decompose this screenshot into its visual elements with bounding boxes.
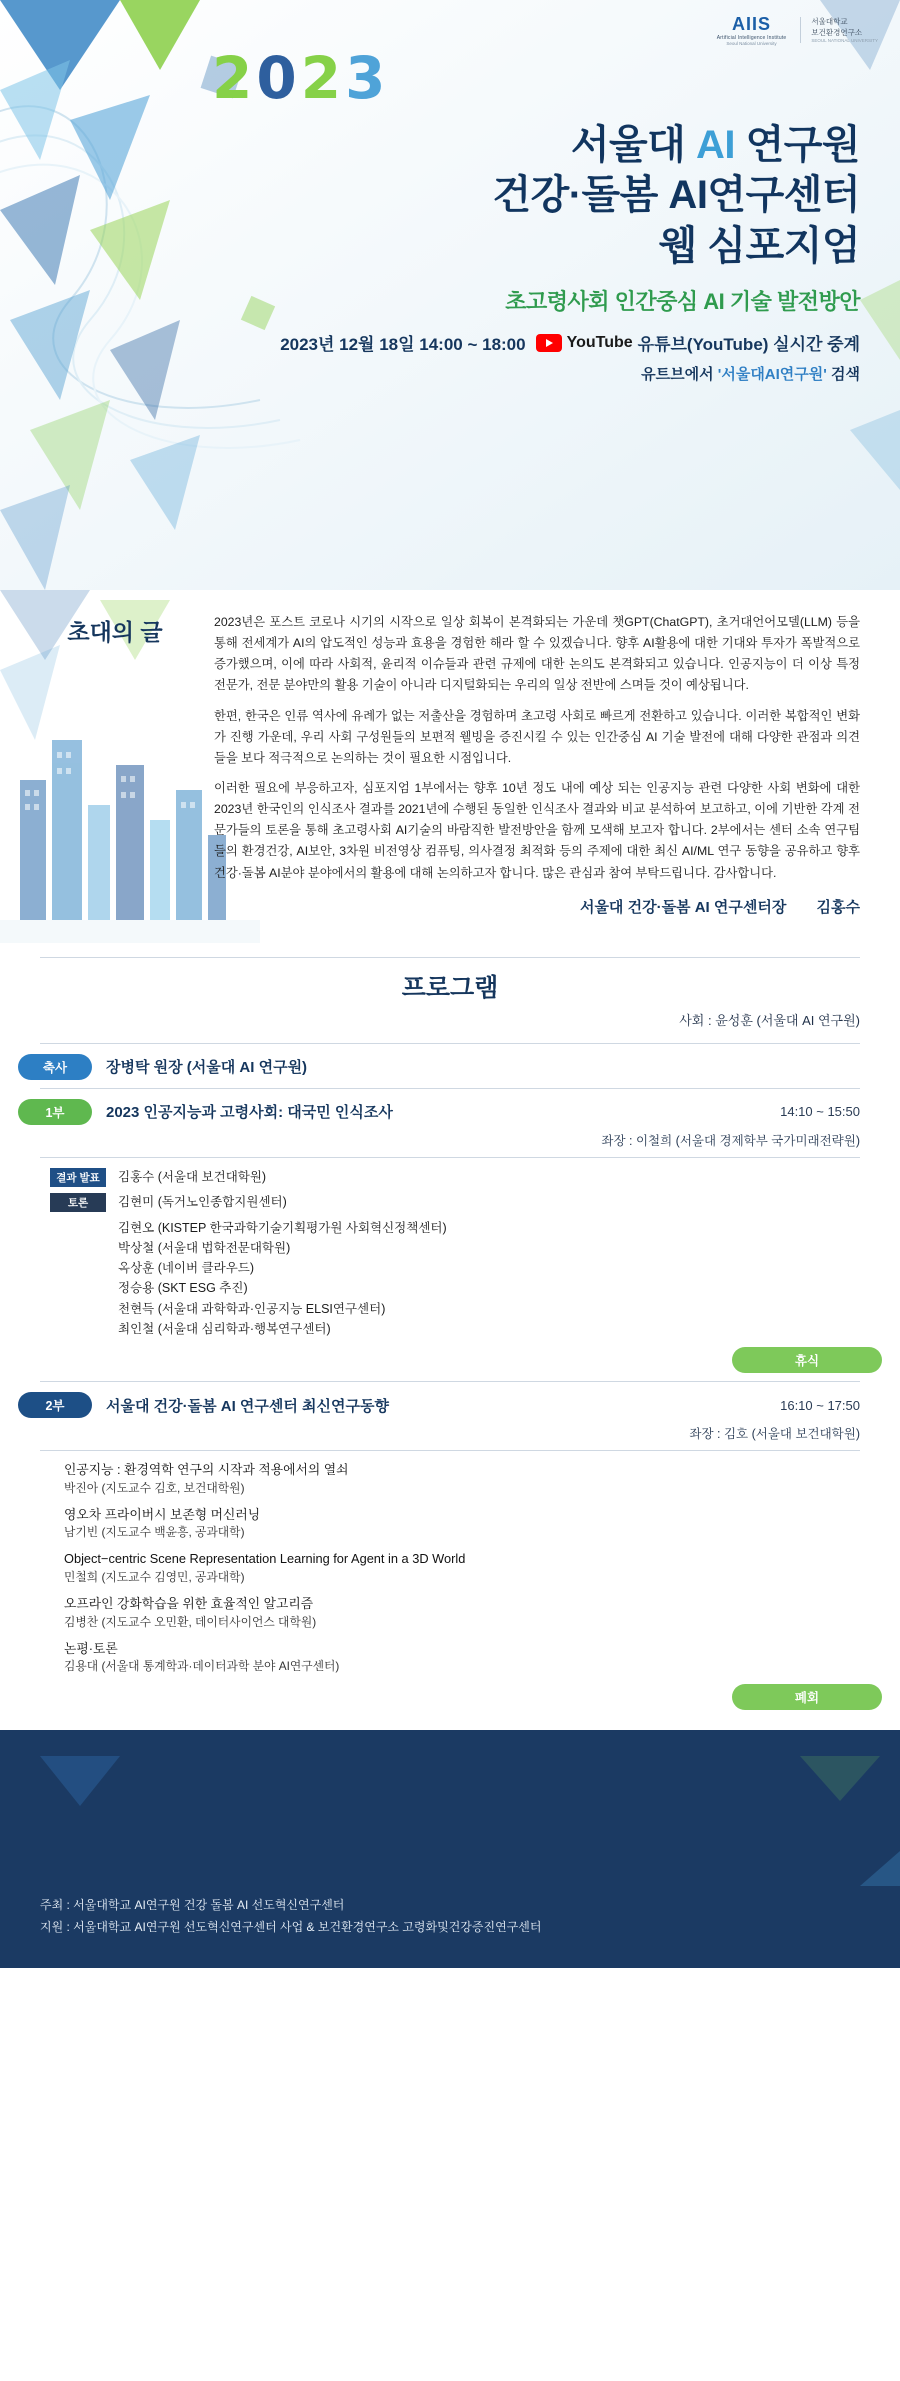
session1-talks — [40, 1168, 860, 1340]
page-title — [492, 120, 860, 271]
session2-time: 16:10 ~ 17:50 — [780, 1397, 860, 1413]
search-keyword: '서울대AI연구원' — [717, 366, 827, 383]
session2-item-1 — [64, 1461, 860, 1497]
session2-title: 서울대 건강·돌봄 AI 연구센터 최신연구동향 — [106, 1397, 389, 1415]
title-part-b: 연구원 — [734, 123, 860, 167]
session2-item-1-title: 인공지능 : 환경역학 연구의 시작과 적용에서의 열쇠 — [64, 1462, 349, 1478]
panelist-0: 김현미 (독거노인종합지원센터) — [118, 1194, 287, 1209]
session2-block — [40, 1392, 860, 1710]
session2-item-3 — [64, 1550, 860, 1586]
youtube-stream-text: 유튜브(YouTube) 실시간 중계 — [637, 335, 860, 354]
break-tab — [40, 1347, 860, 1373]
title-part-a: 서울대 — [570, 123, 696, 167]
panel-tag: 토론 — [50, 1193, 106, 1212]
page-subtitle: 초고령사회 인간중심 AI 기술 발전방안 — [505, 289, 860, 315]
invitation-paragraph-3: 이러한 필요에 부응하고자, 심포지엄 1부에서는 향후 10년 정도 내에 예상 되는 인공지능 관련 다양한 사회 변화에 대한 2023년 한국인의 인식조사 결과를 2021년에 수행된 동일한 인식조사 결과와 비교 분석하여 보고하고, 이에 기반한 각계 전문가들의 토론을 통해 초고령사회 AI기술의 바람직한 발전방안을 함께 모색해 보고자 합니다. 2부에서는 센터 소속 연구팀들의 환경건강, AI보안, 3차원 비전영상 컴퓨팅, 의사결정 최적화 등의 주제에 대한 최신 AI/ML 연구 동향을 공유하고 향후 건강·돌봄 AI분야 분야에서의 활용에 대해 논의하고자 합니다. 많은 관심과 참여 부탁드립니다. 감사합니다. — [214, 780, 860, 880]
snu-logo-line3: SEOUL NATIONAL UNIVERSITY — [811, 37, 878, 43]
session2-item-4-title: 오프라인 강화학습을 위한 효율적인 알고리즘 — [64, 1596, 314, 1612]
hero-banner — [0, 0, 900, 590]
session2-item-1-author: 박진아 (지도교수 김호, 보건대학원) — [64, 1480, 245, 1495]
session2-item-3-author: 민철희 (지도교수 김영민, 공과대학) — [64, 1570, 245, 1585]
greeting-pill: 축사 — [18, 1054, 92, 1080]
program-section — [0, 943, 900, 1731]
session2-item-4-author: 김병찬 (지도교수 오민환, 데이터사이언스 대학원) — [64, 1614, 317, 1629]
aiis-logo-sub2: Seoul National University — [726, 41, 777, 46]
snu-logo — [800, 17, 878, 42]
search-instruction — [280, 363, 860, 384]
footer — [0, 1730, 900, 1968]
aiis-logo-sub1: Artificial Intelligence Institute — [716, 35, 787, 41]
end-label: 폐회 — [732, 1684, 882, 1710]
session1-time: 14:10 ~ 15:50 — [780, 1104, 860, 1120]
session2-item-4 — [64, 1595, 860, 1631]
event-datetime: 2023년 12월 18일 14:00 ~ 18:00 — [280, 335, 526, 354]
session2-pill: 2부 — [18, 1392, 92, 1418]
divider-4 — [40, 1381, 860, 1382]
invitation-section — [0, 590, 900, 943]
program-host: 사회 : 윤성훈 (서울대 AI 연구원) — [679, 1012, 860, 1028]
session2-item-2-title: 영오차 프라이버시 보존형 머신러닝 — [64, 1506, 261, 1522]
session2-item-5-title: 논평·토론 — [64, 1640, 118, 1656]
title-ai: AI — [695, 123, 735, 167]
invitation-signature — [214, 896, 860, 917]
search-suffix: 검색 — [826, 366, 860, 383]
invitation-paragraph-1: 2023년은 포스트 코로나 시기의 시작으로 일상 회복이 본격화되는 가운데 챗GPT(ChatGPT), 초거대언어모델(LLM) 등을 통해 전세계가 AI의 압도적인 성능과 효용을 경험한 해라 할 수 있겠습니다. 향후 AI활용에 대한 기대와 투자가 폭발적으로 증가했으며, 이에 따라 사회적, 윤리적 이슈들과 관련 규제에 대한 논의도 본격화되고 있습니다. 인공지능이 더 이상 특정 전문가, 전문 분야만의 활용 기술이 아니라 디지털화되는 우리의 일상 전반에 스며들 것이 예상됩니다. — [214, 615, 860, 693]
footer-line-1: 주최 : 서울대학교 AI연구원 건강 돌봄 AI 선도혁신연구센터 — [40, 1897, 345, 1912]
year-text: 2023 — [212, 44, 390, 112]
snu-logo-line1: 서울대학교 — [811, 17, 848, 27]
divider-1 — [40, 1043, 860, 1044]
result-tag: 결과 발표 — [50, 1168, 106, 1187]
session1-block — [40, 1099, 860, 1383]
divider-3 — [40, 1157, 860, 1158]
footer-line-2: 지원 : 서울대학교 AI연구원 선도혁신연구센터 사업 & 보건환경연구소 고령화및건강증진연구센터 — [40, 1919, 542, 1934]
youtube-play-icon — [536, 334, 562, 352]
panelist-4: 정승용 (SKT ESG 추진) — [118, 1281, 248, 1296]
session1-panel-row — [40, 1193, 860, 1212]
session2-item-5 — [64, 1640, 860, 1676]
year-graphic — [212, 44, 389, 112]
session1-chair: 좌장 : 이철희 (서울대 경제학부 국가미래전략원) — [601, 1133, 860, 1148]
invitation-paragraph-2: 한편, 한국은 인류 역사에 유례가 없는 저출산을 경험하며 초고령 사회로 빠르게 전환하고 있습니다. 이러한 복합적인 변화가 진행 가운데, 우리 사회 구성원들의 보편적 웰빙을 증진시킬 수 있는 인간중심 AI 기술 발전에 대해 다양한 관점과 의견들을 보다 적극적으로 논의하는 것이 필요한 시점입니다. — [214, 708, 860, 765]
session2-item-2 — [64, 1506, 860, 1542]
program-heading: 프로그램 — [401, 973, 499, 1002]
aiis-logo-mark: AIIS — [732, 14, 772, 34]
panelist-list — [118, 1218, 860, 1340]
session1-result-row — [40, 1168, 860, 1187]
break-label: 휴식 — [732, 1347, 882, 1373]
youtube-wordmark: YouTube — [566, 333, 633, 351]
end-tab — [40, 1684, 860, 1710]
greeting-block — [40, 1054, 860, 1089]
result-speaker: 김홍수 (서울대 보건대학원) — [118, 1169, 267, 1184]
session2-chair: 좌장 : 김호 (서울대 보건대학원) — [689, 1427, 860, 1442]
invitation-body — [214, 612, 860, 917]
panelist-5: 천현득 (서울대 과학학과·인공지능 ELSI연구센터) — [118, 1301, 386, 1316]
search-prefix: 유트브에서 — [641, 366, 718, 383]
greeting-text: 장병탁 원장 (서울대 AI 연구원) — [106, 1059, 308, 1077]
session2-talks — [40, 1461, 860, 1675]
youtube-chip — [536, 330, 860, 355]
panelist-2: 박상철 (서울대 법학전문대학원) — [118, 1240, 291, 1255]
signature-title: 서울대 건강·돌봄 AI 연구센터장 — [579, 898, 787, 916]
title-line3: 웹 심포지엄 — [658, 223, 860, 268]
session2-item-3-title: Object−centric Scene Representation Learning for Agent in a 3D World — [64, 1551, 466, 1567]
title-block — [492, 120, 860, 316]
snu-logo-line2: 보건환경연구소 — [811, 27, 863, 37]
title-line2: 건강·돌봄 AI연구센터 — [492, 173, 860, 218]
invitation-label: 초대의 글 — [67, 619, 163, 645]
session2-item-5-author: 김용대 (서울대 통계학과·데이터과학 분야 AI연구센터) — [64, 1659, 340, 1674]
panelist-1: 김현오 (KISTEP 한국과학기술기획평가원 사회혁신정책센터) — [118, 1220, 447, 1235]
aiis-logo — [717, 14, 787, 46]
logo-bar — [717, 14, 878, 46]
event-datetime-bar — [280, 330, 860, 384]
signature-name: 김홍수 — [816, 898, 860, 916]
session2-item-2-author: 남기빈 (지도교수 백윤흥, 공과대학) — [64, 1525, 245, 1540]
divider-5 — [40, 1450, 860, 1451]
program-top-divider — [40, 957, 860, 958]
panelist-6: 최인철 (서울대 심리학과·행복연구센터) — [118, 1321, 331, 1336]
session1-title: 2023 인공지능과 고령사회: 대국민 인식조사 — [106, 1104, 393, 1122]
footer-decorative-shapes — [40, 1756, 860, 1893]
divider-2 — [40, 1088, 860, 1089]
session1-pill: 1부 — [18, 1099, 92, 1125]
panelist-3: 옥상훈 (네이버 클라우드) — [118, 1261, 255, 1276]
